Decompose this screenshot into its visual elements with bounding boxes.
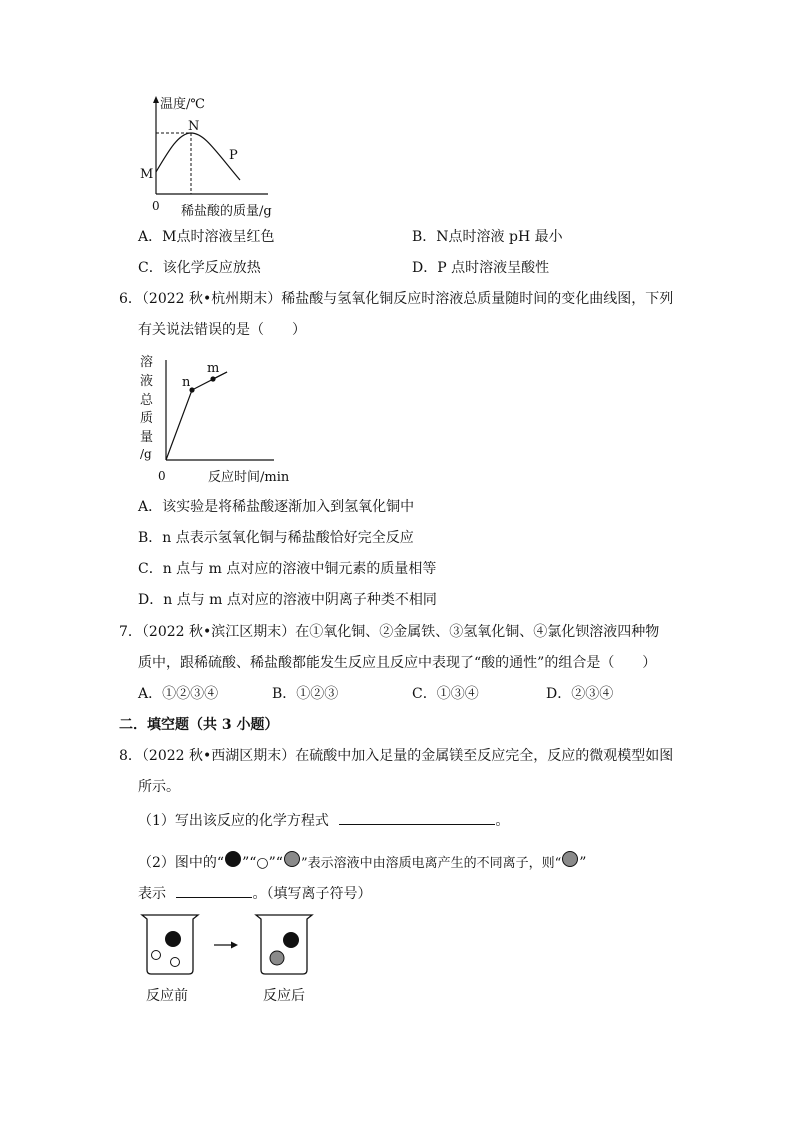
gray-ion-icon [561,851,579,869]
solution-mass-graph [136,350,306,488]
point-m-label: m [207,361,220,376]
y-label-char-4: 质 [140,411,154,426]
white-ion-particle [171,958,180,967]
white-ion-particle [152,951,161,960]
q8-stem-line2: 所示。 [138,779,180,795]
point-p-label: P [229,148,238,163]
q6-stem-line1: 6．（2022 秋•杭州期末）稀盐酸与氢氧化铜反应时溶液总质量随时间的变化曲线图，下列 [119,291,674,307]
q8-part3-suffix: 。（填写离子符号） [252,886,372,902]
y-axis-label: 温度/℃ [160,97,205,112]
q5-option-b: B．N点时溶液 pH 最小 [412,229,563,245]
q7-option-c: C．①③④ [412,686,479,702]
point-m-dot [210,376,215,381]
q8-part3 [138,882,371,904]
q6-option-b: B．n 点表示氢氧化铜与稀盐酸恰好完全反应 [138,530,414,546]
y-label-unit: /g [140,447,152,461]
q8-part1-prefix: （1）写出该反应的化学方程式 [138,813,329,829]
reaction-arrow [212,938,240,952]
q8-part1 [138,809,509,831]
beaker-before [138,912,202,978]
section-heading: 二．填空题（共 3 小题） [119,717,279,733]
point-n-label: N [188,119,200,134]
q7-option-b: B．①②③ [272,686,339,702]
after-reaction-label: 反应后 [263,988,305,1004]
point-n-label: n [182,375,191,390]
y-label-char-1: 溶 [140,355,154,370]
q7-stem-line1: 7．（2022 秋•滨江区期末）在①氧化铜、②金属铁、③氢氧化铜、④氯化钡溶液四种物 [119,624,660,640]
black-ion-particle [283,932,299,948]
q5-option-a: A．M点时溶液呈红色 [138,229,275,245]
origin-label: 0 [158,469,166,483]
q8-part1-suffix: 。 [495,813,510,829]
q8-part2 [138,851,586,874]
q7-stem-line2: 质中，跟稀硫酸、稀盐酸都能发生反应且反应中表现了“酸的通性”的组合是（ ） [138,655,657,671]
white-ion-icon: ○ [256,855,269,871]
y-axis-arrow [153,96,159,103]
q6-option-d: D．n 点与 m 点对应的溶液中阴离子种类不相同 [138,592,437,608]
y-label-char-3: 总 [140,393,154,408]
q7-option-d: D．②③④ [546,686,614,702]
temperature-curve [156,133,240,180]
q6-option-c: C．n 点与 m 点对应的溶液中铜元素的质量相等 [138,561,437,577]
equation-answer-blank[interactable] [339,809,495,825]
black-ion-icon [224,851,242,869]
black-ion-particle [165,931,181,947]
q8-part2-end: ” [579,855,587,871]
beaker-after [252,912,316,978]
gray-ion-particle [270,951,284,965]
before-reaction-label: 反应前 [146,988,188,1004]
q7-option-a: A．①②③④ [138,686,219,702]
q6-stem-line2: 有关说法错误的是（ ） [138,322,306,338]
gray-ion-icon [283,851,301,869]
q8-part2-prefix: （2）图中的“ [138,855,225,871]
y-label-char-5: 量 [140,430,154,445]
q6-option-a: A．该实验是将稀盐酸逐渐加入到氢氧化铜中 [138,499,415,515]
q5-option-d: D．P 点时溶液呈酸性 [412,260,550,276]
q5-option-c: C．该化学反应放热 [138,260,261,276]
ion-symbol-answer-blank[interactable] [176,882,252,898]
q8-part3-prefix: 表示 [138,886,166,902]
x-axis-label: 反应时间/min [208,470,290,485]
q8-part2-middle: ”表示溶液中由溶质电离产生的不同离子，则“ [300,856,562,871]
q8-part2-quote1: ”“ [242,855,257,871]
origin-label: 0 [152,199,160,213]
q8-stem-line1: 8．（2022 秋•西湖区期末）在硫酸中加入足量的金属镁至反应完全，反应的微观模型如图 [119,748,674,764]
point-m-label: M [140,167,154,182]
mass-curve [166,372,227,460]
temperature-graph [134,92,294,220]
y-label-char-2: 液 [140,374,154,389]
x-axis-label: 稀盐酸的质量/g [181,204,272,219]
q8-part2-quote2: ”“ [268,855,283,871]
beaker-outline [256,915,312,974]
